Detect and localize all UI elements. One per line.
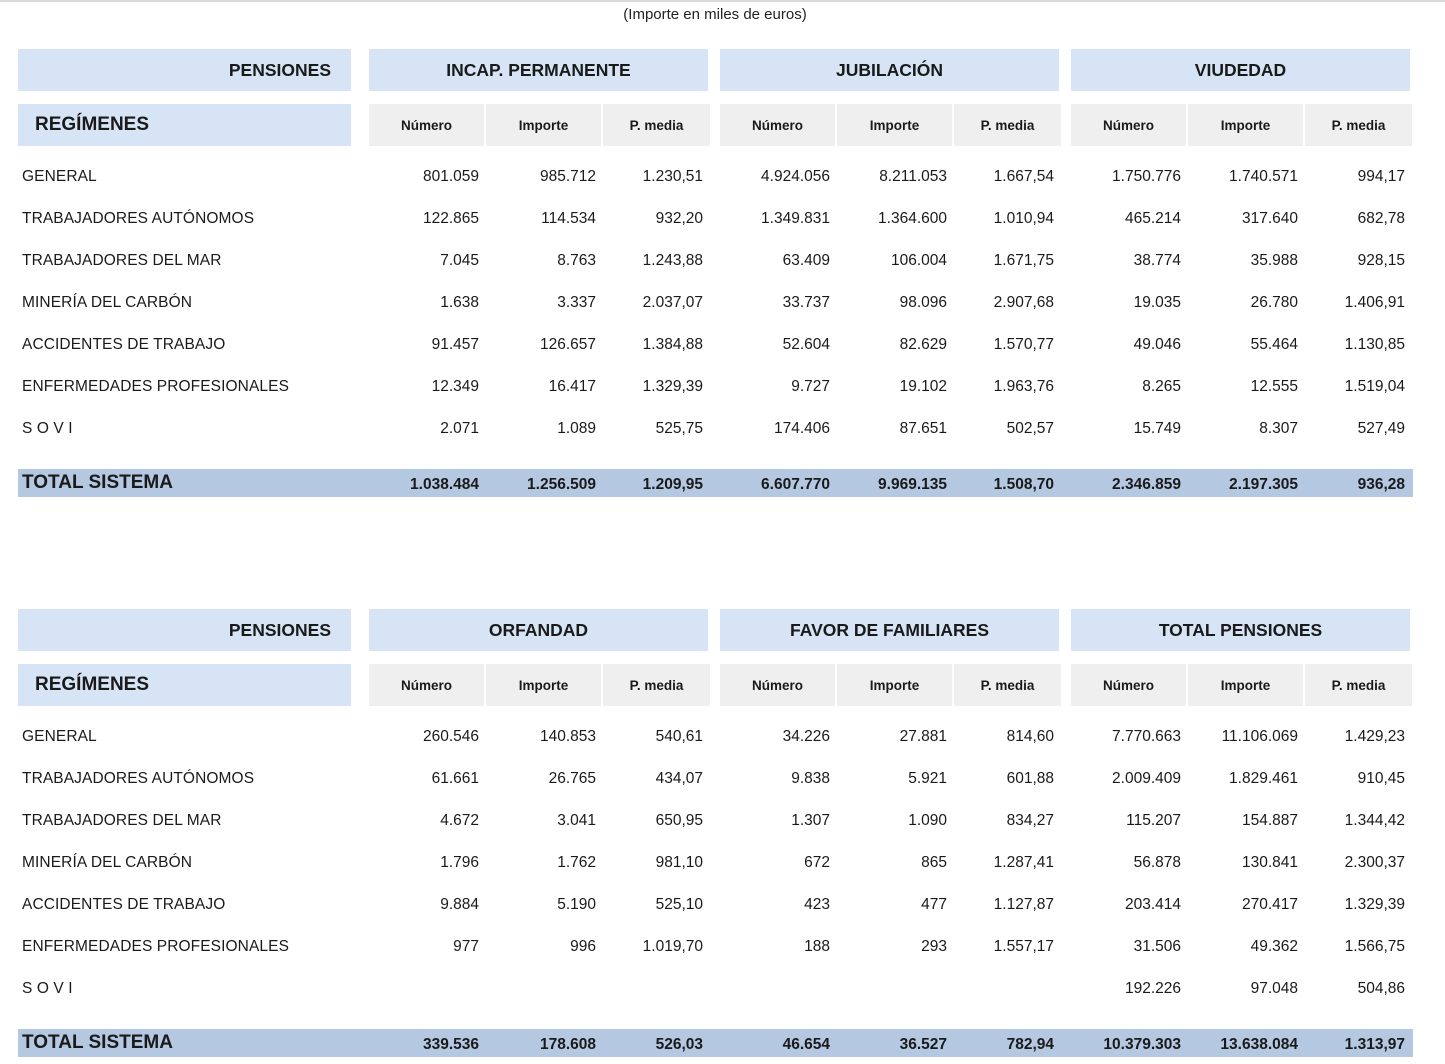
table-cell: 1.329,39 (642, 378, 703, 395)
row-label: ENFERMEDADES PROFESIONALES (22, 378, 290, 395)
sub-header-numero: Número (720, 104, 835, 146)
table-cell: 56.878 (1133, 854, 1181, 871)
table-cell: 8.307 (1259, 420, 1298, 437)
table-cell: 63.409 (782, 252, 830, 269)
table-cell: 122.865 (422, 210, 479, 227)
sub-header-numero: Número (369, 664, 484, 706)
total-cell: 36.527 (899, 1036, 947, 1053)
table-cell: 1.566,75 (1344, 938, 1405, 955)
table-row (18, 156, 1413, 198)
total-cell: 10.379.303 (1103, 1036, 1181, 1053)
table-cell: 1.090 (908, 812, 947, 829)
table-cell: 49.046 (1133, 336, 1181, 353)
table-cell (481, 968, 596, 1010)
table-cell: 130.841 (1241, 854, 1298, 871)
table-row (18, 926, 1413, 968)
table-cell (588, 968, 703, 1010)
total-cell: 6.607.770 (761, 476, 830, 493)
table-cell: 9.838 (791, 770, 830, 787)
table-cell: 34.226 (782, 728, 830, 745)
table-cell: 1.089 (557, 420, 596, 437)
row-label: TRABAJADORES AUTÓNOMOS (22, 210, 255, 227)
table-cell: 114.534 (541, 210, 596, 227)
table-cell: 1.329,39 (1344, 896, 1405, 913)
table-cell: 19.102 (899, 378, 947, 395)
table-row (18, 240, 1413, 282)
table-cell: 932,20 (655, 210, 703, 227)
table-cell: 928,15 (1357, 252, 1405, 269)
table-cell: 91.457 (431, 336, 479, 353)
table-cell: 27.881 (899, 728, 947, 745)
table-cell: 1.557,17 (993, 938, 1054, 955)
group-header-favor-de-familiares: FAVOR DE FAMILIARES (720, 609, 1059, 651)
table-cell: 52.604 (782, 336, 830, 353)
row-label: ACCIDENTES DE TRABAJO (22, 336, 226, 353)
sub-header-p-media: P. media (1305, 104, 1412, 146)
table-row (18, 842, 1413, 884)
pensions-table-1 (18, 49, 1413, 499)
table-cell: 115.207 (1126, 812, 1181, 829)
row-label: S O V I (22, 420, 73, 437)
table-cell: 525,75 (655, 420, 703, 437)
sub-header-p-media: P. media (954, 664, 1061, 706)
total-cell: 1.256.509 (527, 476, 596, 493)
total-row (18, 469, 1413, 497)
sub-header-importe: Importe (1188, 104, 1303, 146)
table-cell: 38.774 (1133, 252, 1181, 269)
table-cell: 33.737 (782, 294, 830, 311)
table-cell: 15.749 (1133, 420, 1181, 437)
total-label: TOTAL SISTEMA (22, 472, 173, 493)
sub-header-p-media: P. media (603, 104, 710, 146)
table-cell: 814,60 (1006, 728, 1054, 745)
table-cell: 126.657 (539, 336, 596, 353)
table-cell: 1.406,91 (1344, 294, 1405, 311)
total-cell: 2.197.305 (1229, 476, 1298, 493)
total-cell: 1.038.484 (410, 476, 479, 493)
table-cell: 8.211.053 (879, 168, 947, 185)
group-header-total-pensiones: TOTAL PENSIONES (1071, 609, 1410, 651)
table-cell: 9.727 (791, 378, 830, 395)
table-cell: 1.762 (557, 854, 596, 871)
table-row (18, 716, 1413, 758)
table-cell: 1.667,54 (993, 168, 1054, 185)
table-cell: 5.921 (908, 770, 947, 787)
group-header-incap-permanente: INCAP. PERMANENTE (369, 49, 708, 91)
sub-header-importe: Importe (486, 104, 601, 146)
table-cell: 1.384,88 (642, 336, 703, 353)
sub-header-p-media: P. media (954, 104, 1061, 146)
table-cell: 11.106.069 (1221, 728, 1298, 745)
total-cell: 46.654 (782, 1036, 830, 1053)
total-cell: 9.969.135 (878, 476, 947, 493)
pensiones-header: PENSIONES (18, 49, 351, 91)
total-cell: 526,03 (655, 1036, 703, 1053)
table-cell: 1.010,94 (993, 210, 1054, 227)
total-cell: 2.346.859 (1112, 476, 1181, 493)
table-cell (364, 968, 479, 1010)
table-cell: 1.829.461 (1229, 770, 1298, 787)
sub-header-p-media: P. media (1305, 664, 1412, 706)
row-label: ENFERMEDADES PROFESIONALES (22, 938, 290, 955)
table-cell: 19.035 (1133, 294, 1181, 311)
row-label: TRABAJADORES AUTÓNOMOS (22, 770, 255, 787)
table-cell: 87.651 (899, 420, 947, 437)
sub-header-importe: Importe (486, 664, 601, 706)
table-cell: 1.019,70 (642, 938, 703, 955)
table-cell: 1.230,51 (642, 168, 703, 185)
table-cell: 5.190 (557, 896, 596, 913)
sub-header-importe: Importe (837, 664, 952, 706)
table-cell: 434,07 (655, 770, 703, 787)
table-cell: 188 (804, 938, 830, 955)
sub-header-importe: Importe (1188, 664, 1303, 706)
page-subtitle: (Importe en miles de euros) (623, 6, 807, 23)
table-cell: 650,95 (655, 812, 703, 829)
table-row (18, 800, 1413, 842)
table-cell: 12.349 (431, 378, 479, 395)
total-label: TOTAL SISTEMA (22, 1032, 173, 1053)
row-label: TRABAJADORES DEL MAR (22, 812, 222, 829)
table-cell: 527,49 (1357, 420, 1405, 437)
table-cell: 293 (921, 938, 947, 955)
table-cell: 672 (804, 854, 830, 871)
table-cell: 423 (804, 896, 830, 913)
table-cell: 504,86 (1357, 980, 1405, 997)
sub-header-numero: Número (369, 104, 484, 146)
table-cell: 4.672 (440, 812, 479, 829)
table-cell: 317.640 (1241, 210, 1298, 227)
table-row (18, 282, 1413, 324)
pensiones-header: PENSIONES (18, 609, 351, 651)
total-cell: 782,94 (1006, 1036, 1054, 1053)
table-cell: 2.300,37 (1344, 854, 1405, 871)
table-cell: 3.041 (557, 812, 596, 829)
table-cell: 1.796 (440, 854, 479, 871)
table-row (18, 968, 1413, 1010)
regimenes-header: REGÍMENES (18, 664, 351, 706)
table-cell: 996 (570, 938, 596, 955)
row-label: TRABAJADORES DEL MAR (22, 252, 222, 269)
table-cell: 865 (921, 854, 947, 871)
table-cell: 1.570,77 (993, 336, 1054, 353)
table-cell: 49.362 (1250, 938, 1298, 955)
row-label: GENERAL (22, 168, 97, 185)
sub-header-row (18, 664, 1413, 706)
table-cell: 2.009.409 (1112, 770, 1181, 787)
table-cell: 61.661 (431, 770, 479, 787)
table-cell: 8.763 (557, 252, 596, 269)
table-cell: 2.071 (440, 420, 479, 437)
table-cell: 82.629 (899, 336, 947, 353)
table-cell: 525,10 (655, 896, 703, 913)
table-cell: 26.780 (1250, 294, 1298, 311)
sub-header-importe: Importe (837, 104, 952, 146)
table-cell: 1.243,88 (642, 252, 703, 269)
table-cell: 4.924.056 (761, 168, 830, 185)
table-cell: 1.638 (440, 294, 479, 311)
table-cell (832, 968, 947, 1010)
table-cell: 140.853 (539, 728, 596, 745)
table-row (18, 366, 1413, 408)
row-label: S O V I (22, 980, 73, 997)
table-row (18, 758, 1413, 800)
table-cell: 682,78 (1357, 210, 1405, 227)
group-header-row (18, 49, 1413, 91)
group-header-row (18, 609, 1413, 651)
total-row (18, 1029, 1413, 1057)
table-cell: 97.048 (1250, 980, 1298, 997)
table-cell (939, 968, 1054, 1010)
pensions-table-2 (18, 609, 1413, 1064)
table-cell: 98.096 (899, 294, 947, 311)
table-cell: 477 (921, 896, 947, 913)
total-cell: 13.638.084 (1220, 1036, 1298, 1053)
table-cell: 502,57 (1006, 420, 1054, 437)
table-cell: 465.214 (1124, 210, 1181, 227)
total-cell: 1.209,95 (642, 476, 703, 493)
table-cell: 910,45 (1357, 770, 1405, 787)
total-cell: 1.313,97 (1344, 1036, 1405, 1053)
table-cell: 1.740.571 (1229, 168, 1298, 185)
table-cell: 1.519,04 (1344, 378, 1405, 395)
table-cell: 540,61 (655, 728, 703, 745)
group-header-jubilacion: JUBILACIÓN (720, 49, 1059, 91)
table-cell: 7.045 (440, 252, 479, 269)
sub-header-numero: Número (1071, 104, 1186, 146)
sub-header-row (18, 104, 1413, 146)
table-row (18, 408, 1413, 450)
sub-header-p-media: P. media (603, 664, 710, 706)
table-cell: 192.226 (1124, 980, 1181, 997)
table-cell: 26.765 (548, 770, 596, 787)
regimenes-header: REGÍMENES (18, 104, 351, 146)
table-cell: 35.988 (1250, 252, 1298, 269)
group-header-orfandad: ORFANDAD (369, 609, 708, 651)
table-cell: 260.546 (422, 728, 479, 745)
table-cell: 154.887 (1241, 812, 1298, 829)
top-border (0, 0, 1445, 2)
table-cell: 270.417 (1241, 896, 1298, 913)
table-cell: 16.417 (548, 378, 596, 395)
table-cell: 55.464 (1250, 336, 1298, 353)
table-cell: 1.344,42 (1344, 812, 1405, 829)
table-cell: 801.059 (422, 168, 479, 185)
table-cell: 1.963,76 (993, 378, 1054, 395)
row-label: GENERAL (22, 728, 97, 745)
table-cell: 1.750.776 (1112, 168, 1181, 185)
table-row (18, 198, 1413, 240)
table-cell: 106.004 (890, 252, 947, 269)
row-label: ACCIDENTES DE TRABAJO (22, 896, 226, 913)
table-cell: 12.555 (1250, 378, 1298, 395)
table-cell: 981,10 (655, 854, 703, 871)
table-cell: 1.671,75 (993, 252, 1054, 269)
table-cell: 31.506 (1133, 938, 1181, 955)
table-cell: 174.406 (773, 420, 830, 437)
group-header-viudedad: VIUDEDAD (1071, 49, 1410, 91)
table-cell: 3.337 (557, 294, 596, 311)
table-cell: 1.429,23 (1344, 728, 1405, 745)
total-cell: 178.608 (539, 1036, 596, 1053)
table-cell: 601,88 (1006, 770, 1054, 787)
table-cell: 2.037,07 (642, 294, 703, 311)
table-cell: 1.349.831 (761, 210, 830, 227)
table-cell: 1.307 (791, 812, 830, 829)
table-cell: 834,27 (1006, 812, 1054, 829)
sub-header-numero: Número (720, 664, 835, 706)
table-cell: 1.287,41 (993, 854, 1054, 871)
table-cell: 977 (453, 938, 479, 955)
total-cell: 1.508,70 (993, 476, 1054, 493)
row-label: MINERÍA DEL CARBÓN (22, 294, 193, 311)
table-cell: 8.265 (1142, 378, 1181, 395)
table-cell: 1.364.600 (878, 210, 947, 227)
table-cell: 1.127,87 (993, 896, 1054, 913)
table-cell: 994,17 (1357, 168, 1405, 185)
table-cell (715, 968, 830, 1010)
row-label: MINERÍA DEL CARBÓN (22, 854, 193, 871)
total-cell: 936,28 (1357, 476, 1405, 493)
table-cell: 9.884 (440, 896, 479, 913)
total-cell: 339.536 (422, 1036, 479, 1053)
table-cell: 203.414 (1124, 896, 1181, 913)
table-cell: 985.712 (539, 168, 596, 185)
table-row (18, 884, 1413, 926)
table-row (18, 324, 1413, 366)
table-cell: 2.907,68 (993, 294, 1054, 311)
table-cell: 7.770.663 (1112, 728, 1181, 745)
table-cell: 1.130,85 (1344, 336, 1405, 353)
sub-header-numero: Número (1071, 664, 1186, 706)
